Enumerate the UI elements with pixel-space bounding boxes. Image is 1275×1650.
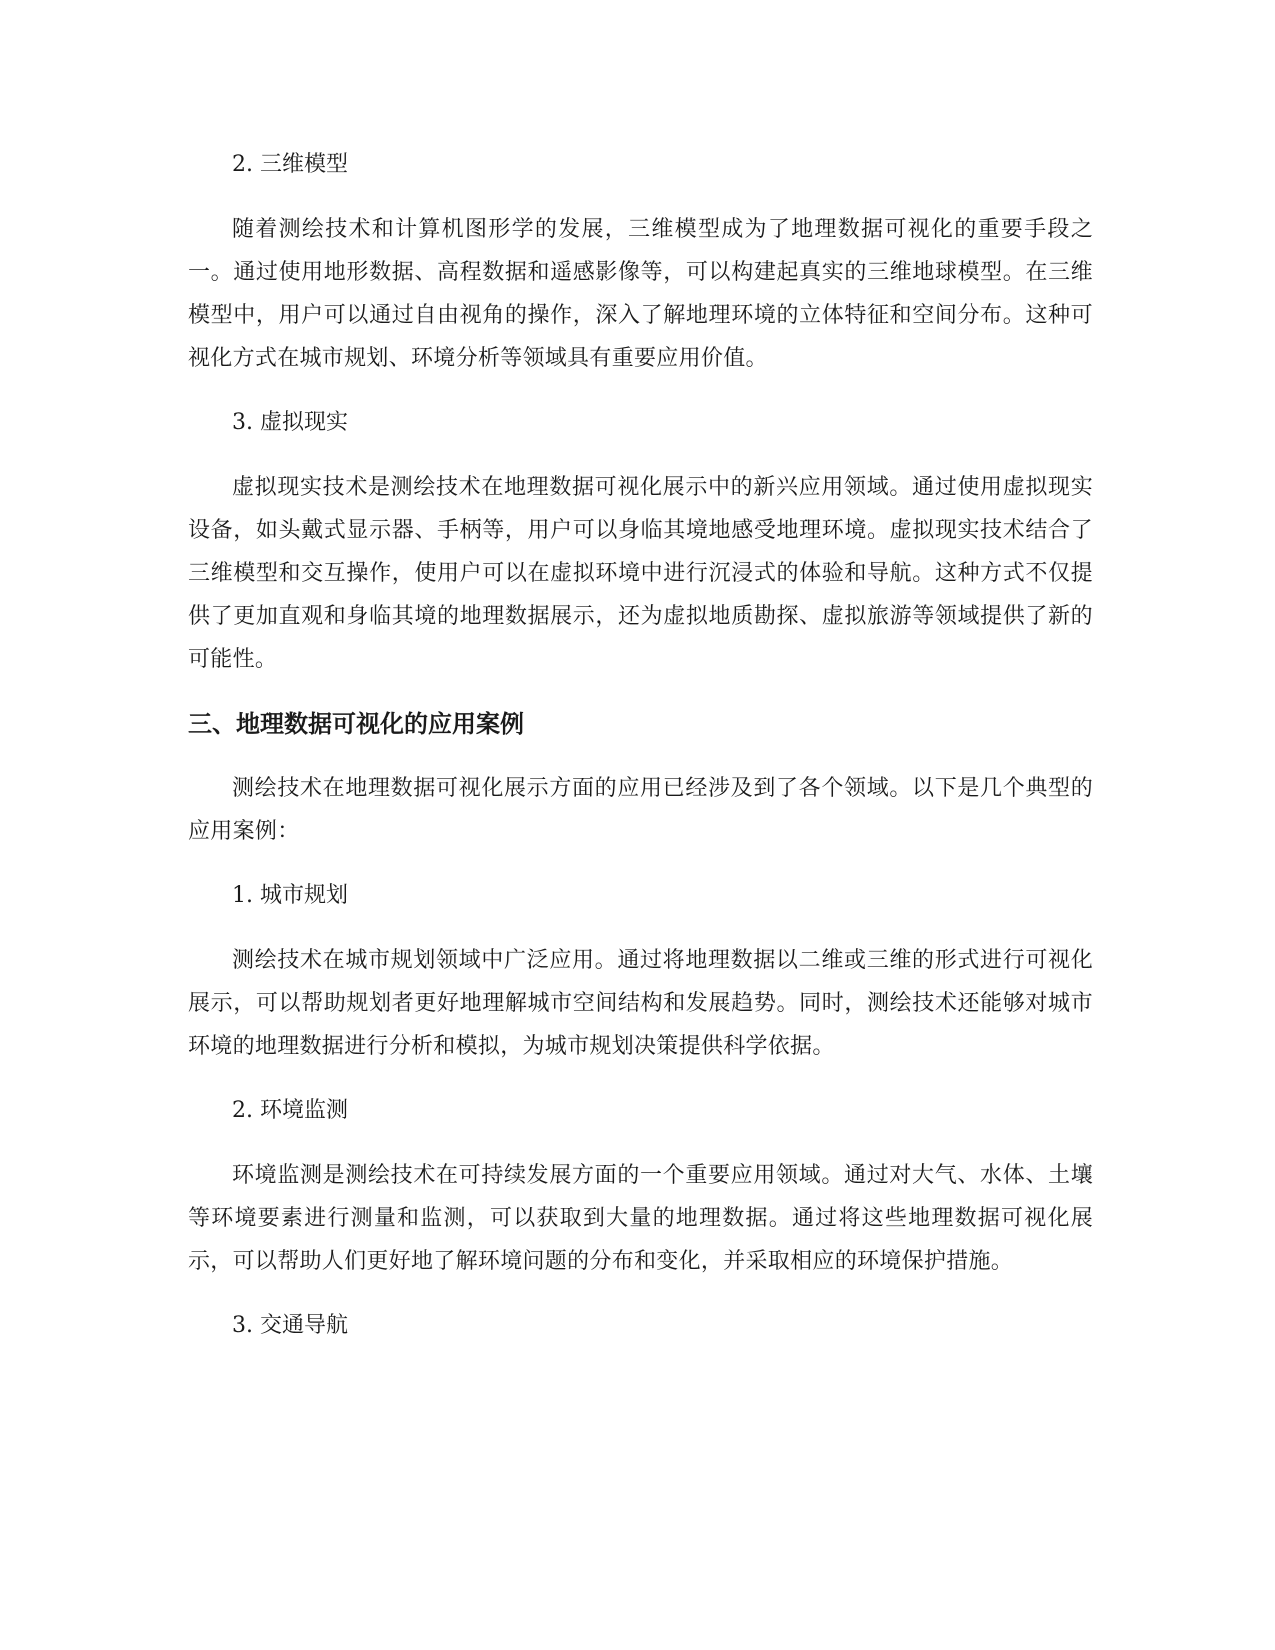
- section-heading-application-cases: 三、地理数据可视化的应用案例: [188, 710, 524, 738]
- subheading-traffic-navigation: 3. 交通导航: [232, 1313, 348, 1338]
- subheading-virtual-reality: 3. 虚拟现实: [232, 410, 348, 435]
- paragraph-urban-planning: 测绘技术在城市规划领域中广泛应用。通过将地理数据以二维或三维的形式进行可视化展示，可以帮助规划者更好地理解城市空间结构和发展趋势。同时，测绘技术还能够对城市环境的地理数据进行分析和模拟，为城市规划决策提供科学依据。: [188, 948, 1093, 1059]
- document-body: [188, 144, 1093, 1369]
- paragraph-environment-monitoring: 环境监测是测绘技术在可持续发展方面的一个重要应用领域。通过对大气、水体、土壤等环境要素进行测量和监测，可以获取到大量的地理数据。通过将这些地理数据可视化展示，可以帮助人们更好地了解环境问题的分布和变化，并采取相应的环境保护措施。: [188, 1163, 1093, 1274]
- subheading-3d-model: 2. 三维模型: [232, 152, 348, 177]
- subheading-urban-planning: 1. 城市规划: [232, 883, 348, 908]
- paragraph-virtual-reality: 虚拟现实技术是测绘技术在地理数据可视化展示中的新兴应用领域。通过使用虚拟现实设备，如头戴式显示器、手柄等，用户可以身临其境地感受地理环境。虚拟现实技术结合了三维模型和交互操作，使用户可以在虚拟环境中进行沉浸式的体验和导航。这种方式不仅提供了更加直观和身临其境的地理数据展示，还为虚拟地质勘探、虚拟旅游等领域提供了新的可能性。: [188, 475, 1093, 672]
- paragraph-application-intro: 测绘技术在地理数据可视化展示方面的应用已经涉及到了各个领域。以下是几个典型的应用案例：: [188, 776, 1093, 844]
- subheading-environment-monitoring: 2. 环境监测: [232, 1098, 348, 1123]
- paragraph-3d-model: 随着测绘技术和计算机图形学的发展，三维模型成为了地理数据可视化的重要手段之一。通过使用地形数据、高程数据和遥感影像等，可以构建起真实的三维地球模型。在三维模型中，用户可以通过自由视角的操作，深入了解地理环境的立体特征和空间分布。这种可视化方式在城市规划、环境分析等领域具有重要应用价值。: [188, 217, 1093, 371]
